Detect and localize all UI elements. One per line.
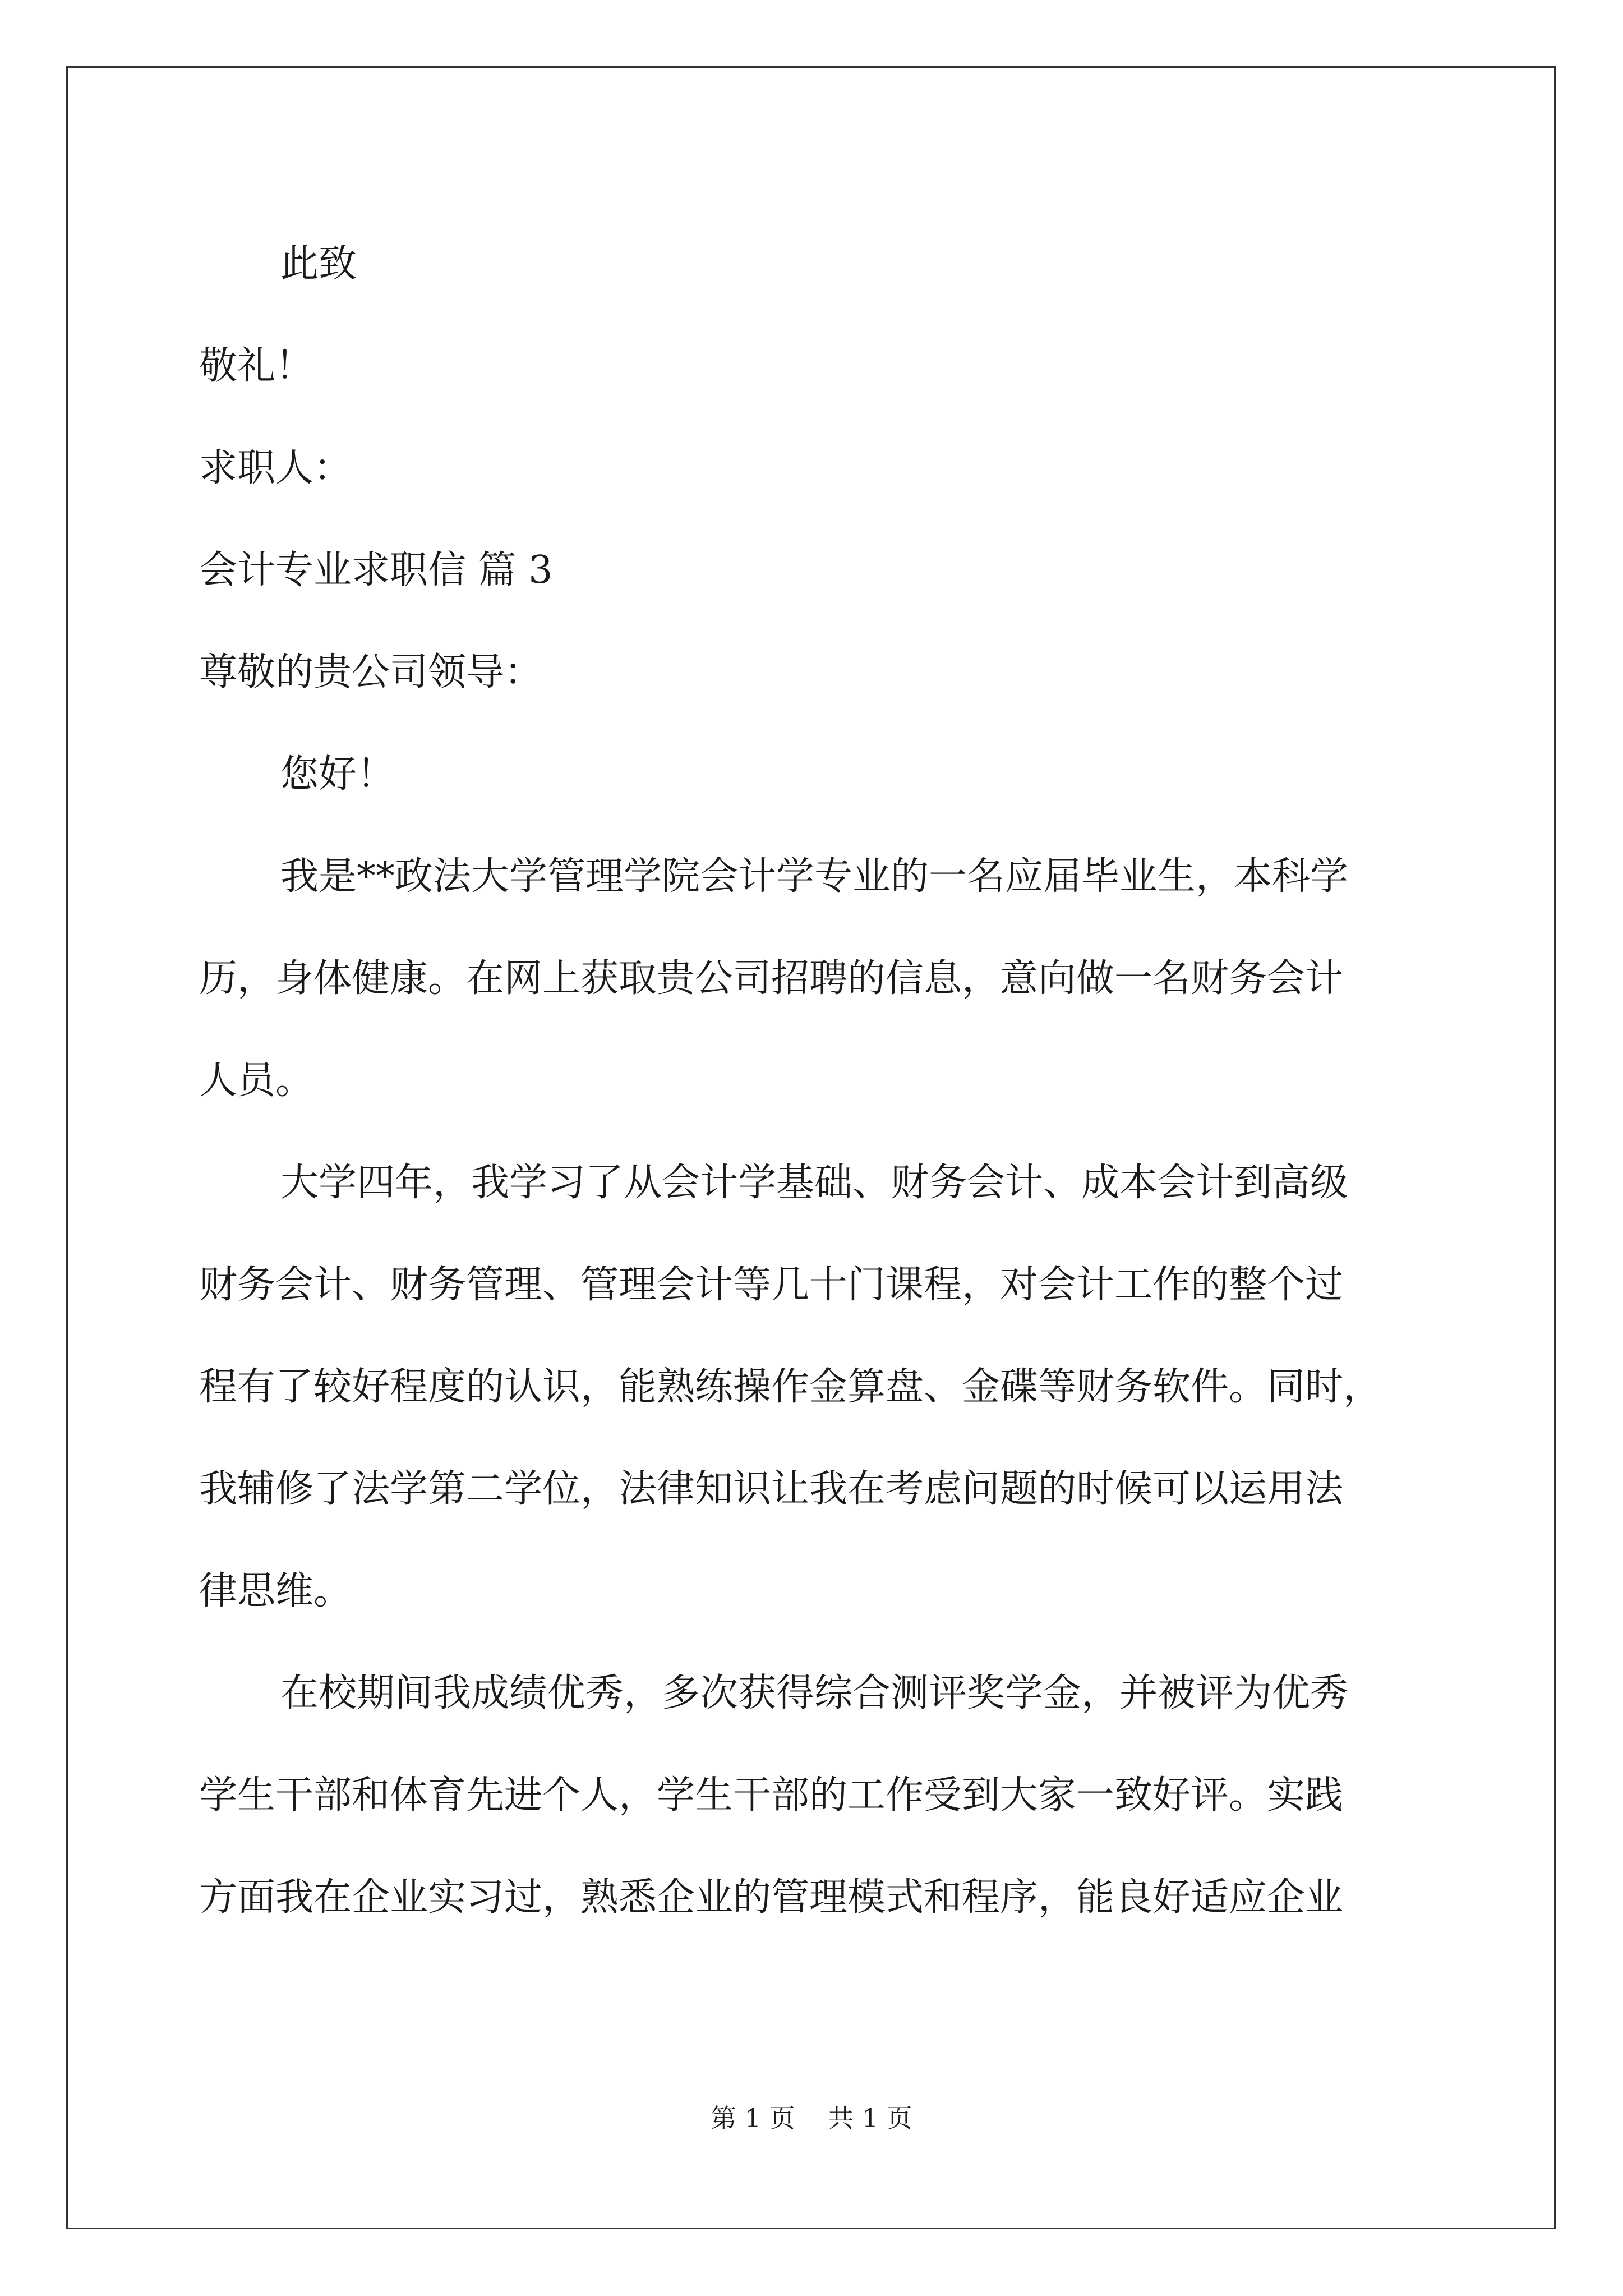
- paragraph-line: 大学四年，我学习了从会计学基础、财务会计、成本会计到高级: [280, 1161, 1349, 1205]
- section-heading: 会计专业求职信 篇 3: [199, 548, 553, 592]
- paragraph-line: 人员。: [199, 1059, 314, 1103]
- paragraph-line: 在校期间我成绩优秀，多次获得综合测评奖学金，并被评为优秀: [280, 1671, 1349, 1715]
- paragraph-line: 律思维。: [199, 1569, 352, 1613]
- paragraph-line: 我是**政法大学管理学院会计学专业的一名应届毕业生，本科学: [280, 854, 1349, 899]
- paragraph-line: 财务会计、财务管理、管理会计等几十门课程，对会计工作的整个过: [199, 1263, 1344, 1307]
- paragraph-line: 方面我在企业实习过，熟悉企业的管理模式和程序，能良好适应企业: [199, 1875, 1344, 1920]
- paragraph-line: 学生干部和体育先进个人，学生干部的工作受到大家一致好评。实践: [199, 1773, 1344, 1818]
- paragraph-line: 我辅修了法学第二学位，法律知识让我在考虑问题的时候可以运用法: [199, 1467, 1344, 1511]
- greeting-line: 您好！: [280, 752, 395, 797]
- page-footer: 第 1 页 共 1 页: [711, 2103, 912, 2133]
- document-body: [199, 213, 1433, 1949]
- applicant-line: 求职人：: [199, 446, 352, 490]
- paragraph-line: 历，身体健康。在网上获取贵公司招聘的信息，意向做一名财务会计: [199, 956, 1344, 1001]
- closing-line: 此致: [280, 242, 357, 286]
- salutation-line: 敬礼！: [199, 344, 314, 388]
- paragraph-line: 程有了较好程度的认识，能熟练操作金算盘、金碟等财务软件。同时，: [199, 1365, 1382, 1409]
- greeting-recipient: 尊敬的贵公司领导：: [199, 650, 543, 694]
